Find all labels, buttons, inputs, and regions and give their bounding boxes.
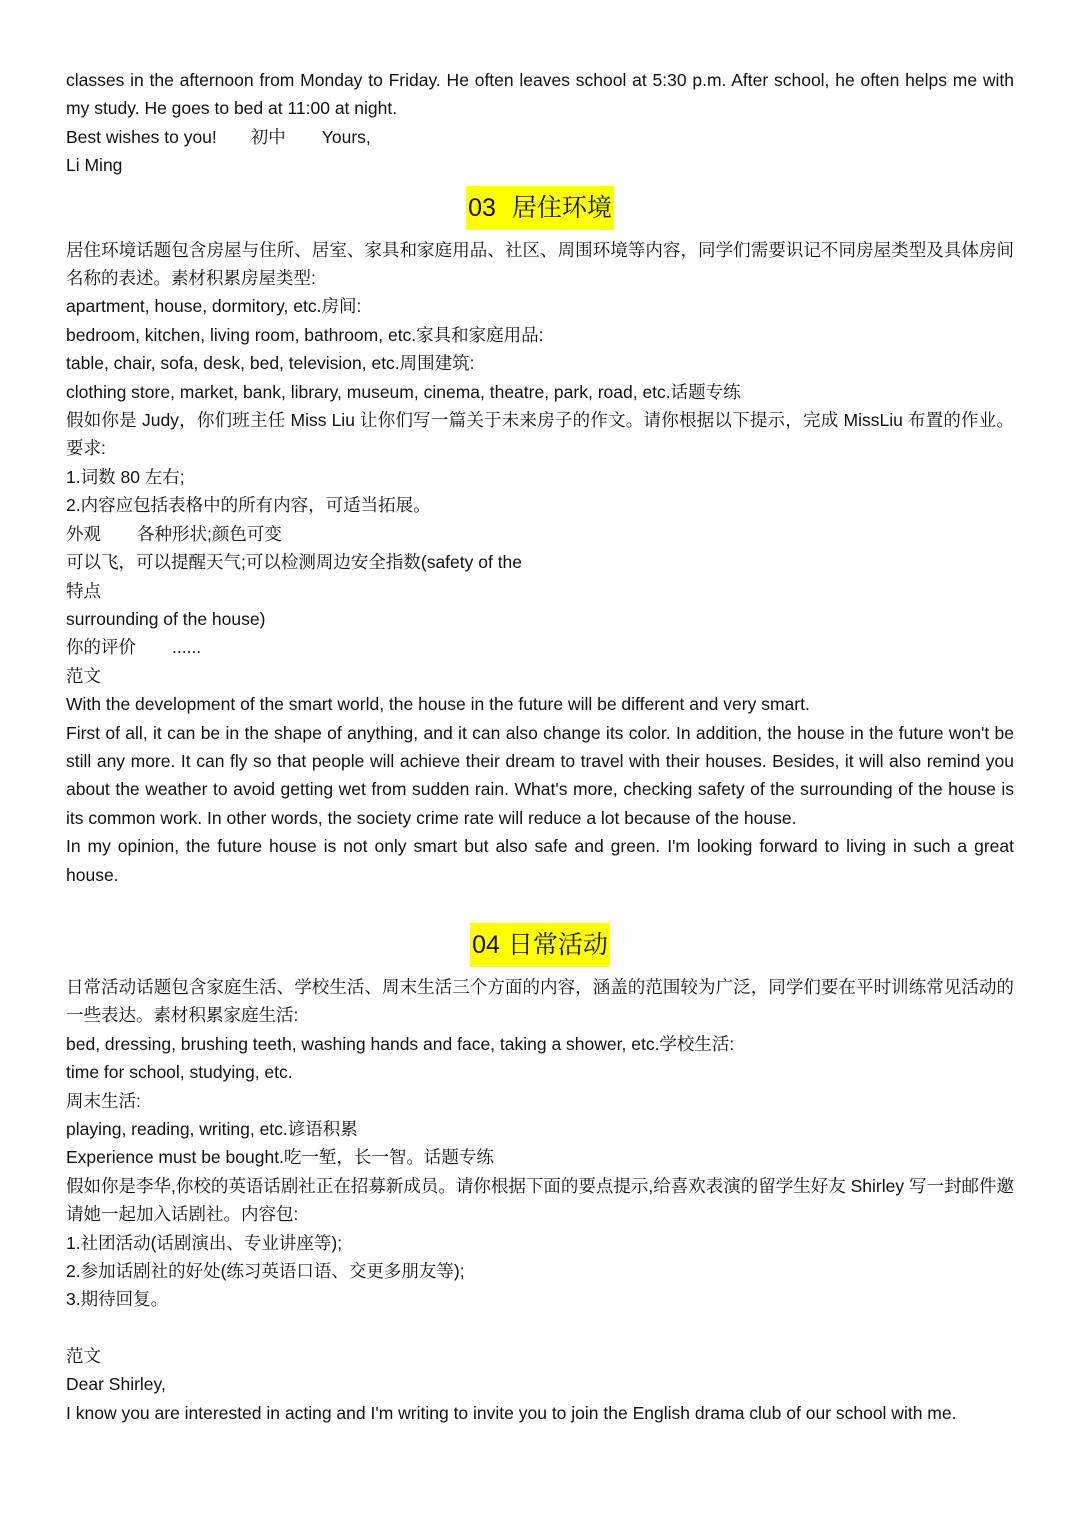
section-04-point-2: 2.参加话剧社的好处(练习英语口语、交更多朋友等); [66, 1261, 465, 1282]
section-03-vocab-furniture: table, chair, sofa, desk, bed, television, etc.周围建筑: [66, 353, 475, 374]
essay-paragraph-3: In my opinion, the future house is not only smart but also safe and green. I'm looking forward to living in such a great house. [66, 836, 1014, 885]
hint-row-evaluation [66, 633, 1014, 661]
section-03-task: 假如你是 Judy，你们班主任 Miss Liu 让你们写一篇关于未来房子的作文。请你根据以下提示，完成 MissLiu 布置的作业。要求: [66, 410, 1014, 459]
section-04-vocab-school: time for school, studying, etc. [66, 1062, 293, 1083]
section-04-vocab-home: bed, dressing, brushing teeth, washing hands and face, taking a shower, etc.学校生活: [66, 1033, 735, 1054]
section-04-vocab-weekend: playing, reading, writing, etc.谚语积累 [66, 1119, 358, 1139]
letter-closing [66, 123, 1014, 151]
section-04-heading [66, 917, 1014, 973]
hint-label-features: 特点 [66, 580, 101, 601]
hint-value-evaluation: ...... [172, 637, 202, 658]
section-03-intro: 居住环境话题包含房屋与住所、居室、家具和家庭用品、社区、周围环境等内容，同学们需要识记不同房屋类型及具体房间名称的表述。素材积累房屋类型: [66, 239, 1014, 289]
section-03-requirement-2: 2.内容应包括表格中的所有内容，可适当拓展。 [66, 495, 431, 516]
closing-wishes: Best wishes to you! [66, 126, 217, 147]
section-03-title: 03 居住环境 [466, 186, 614, 230]
hint-row-appearance [66, 520, 1014, 548]
essay-paragraph-2: First of all, it can be in the shape of anything, and it can also change its color. In addition, the house in the future won't be still any more. It can fly so that people will achieve their dream to travel with their houses. Besides, it will also remind you about the weather to avoid getting wet from sudden rain. What's more, checking safety of the surrounding of the house is its common work. In other words, the society crime rate will reduce a lot because of the house. [66, 722, 1014, 828]
section-04-vocab-weekend-label: 周末生活: [66, 1090, 141, 1111]
hint-label-appearance: 外观 [66, 523, 101, 544]
letter-paragraph-1: I know you are interested in acting and I'm writing to invite you to join the English drama club of our school with me. [66, 1402, 957, 1423]
section-04-point-1: 1.社团活动(话剧演出、专业讲座等); [66, 1232, 343, 1253]
section-03-heading [66, 180, 1014, 236]
hint-value-features-a: 可以飞，可以提醒天气;可以检测周边安全指数(safety of the [66, 552, 523, 573]
section-04-point-3: 3.期待回复。 [66, 1289, 169, 1310]
section-04-proverb: Experience must be bought.吃一堑，长一智。话题专练 [66, 1147, 494, 1168]
section-03-requirement-1: 1.词数 80 左右; [66, 466, 185, 487]
essay-paragraph-1: With the development of the smart world, the house in the future will be different and very smart. [66, 694, 810, 715]
section-04-sample-label: 范文 [66, 1345, 101, 1366]
letter-salutation: Dear Shirley, [66, 1374, 166, 1395]
closing-tag: 初中 [250, 126, 286, 147]
section-04-intro: 日常活动话题包含家庭生活、学校生活、周末生活三个方面的内容，涵盖的范围较为广泛，同学们要在平时训练常见活动的一些表达。素材积累家庭生活: [66, 976, 1014, 1026]
closing-yours: Yours, [321, 126, 371, 147]
section-04-title: 04 日常活动 [470, 923, 610, 967]
section-03-vocab-housing: apartment, house, dormitory, etc.房间: [66, 296, 362, 317]
section-04-task: 假如你是李华,你校的英语话剧社正在招募新成员。请你根据下面的要点提示,给喜欢表演的留学生好友 Shirley 写一封邮件邀请她一起加入话剧社。内容包: [66, 1175, 1014, 1225]
section-03-vocab-rooms: bedroom, kitchen, living room, bathroom, etc.家具和家庭用品: [66, 324, 544, 345]
hint-value-features-b: surrounding of the house) [66, 608, 266, 629]
letter-paragraph: classes in the afternoon from Monday to Friday. He often leaves school at 5:30 p.m. After school, he often helps me with my study. He goes to bed at 11:00 at night. [66, 70, 1014, 119]
hint-value-appearance: 各种形状;颜色可变 [137, 523, 282, 544]
section-03-sample-label: 范文 [66, 665, 101, 686]
section-03-vocab-buildings: clothing store, market, bank, library, museum, cinema, theatre, park, road, etc.话题专练 [66, 381, 741, 402]
letter-signature: Li Ming [66, 155, 123, 176]
hint-label-evaluation: 你的评价 [66, 637, 136, 658]
